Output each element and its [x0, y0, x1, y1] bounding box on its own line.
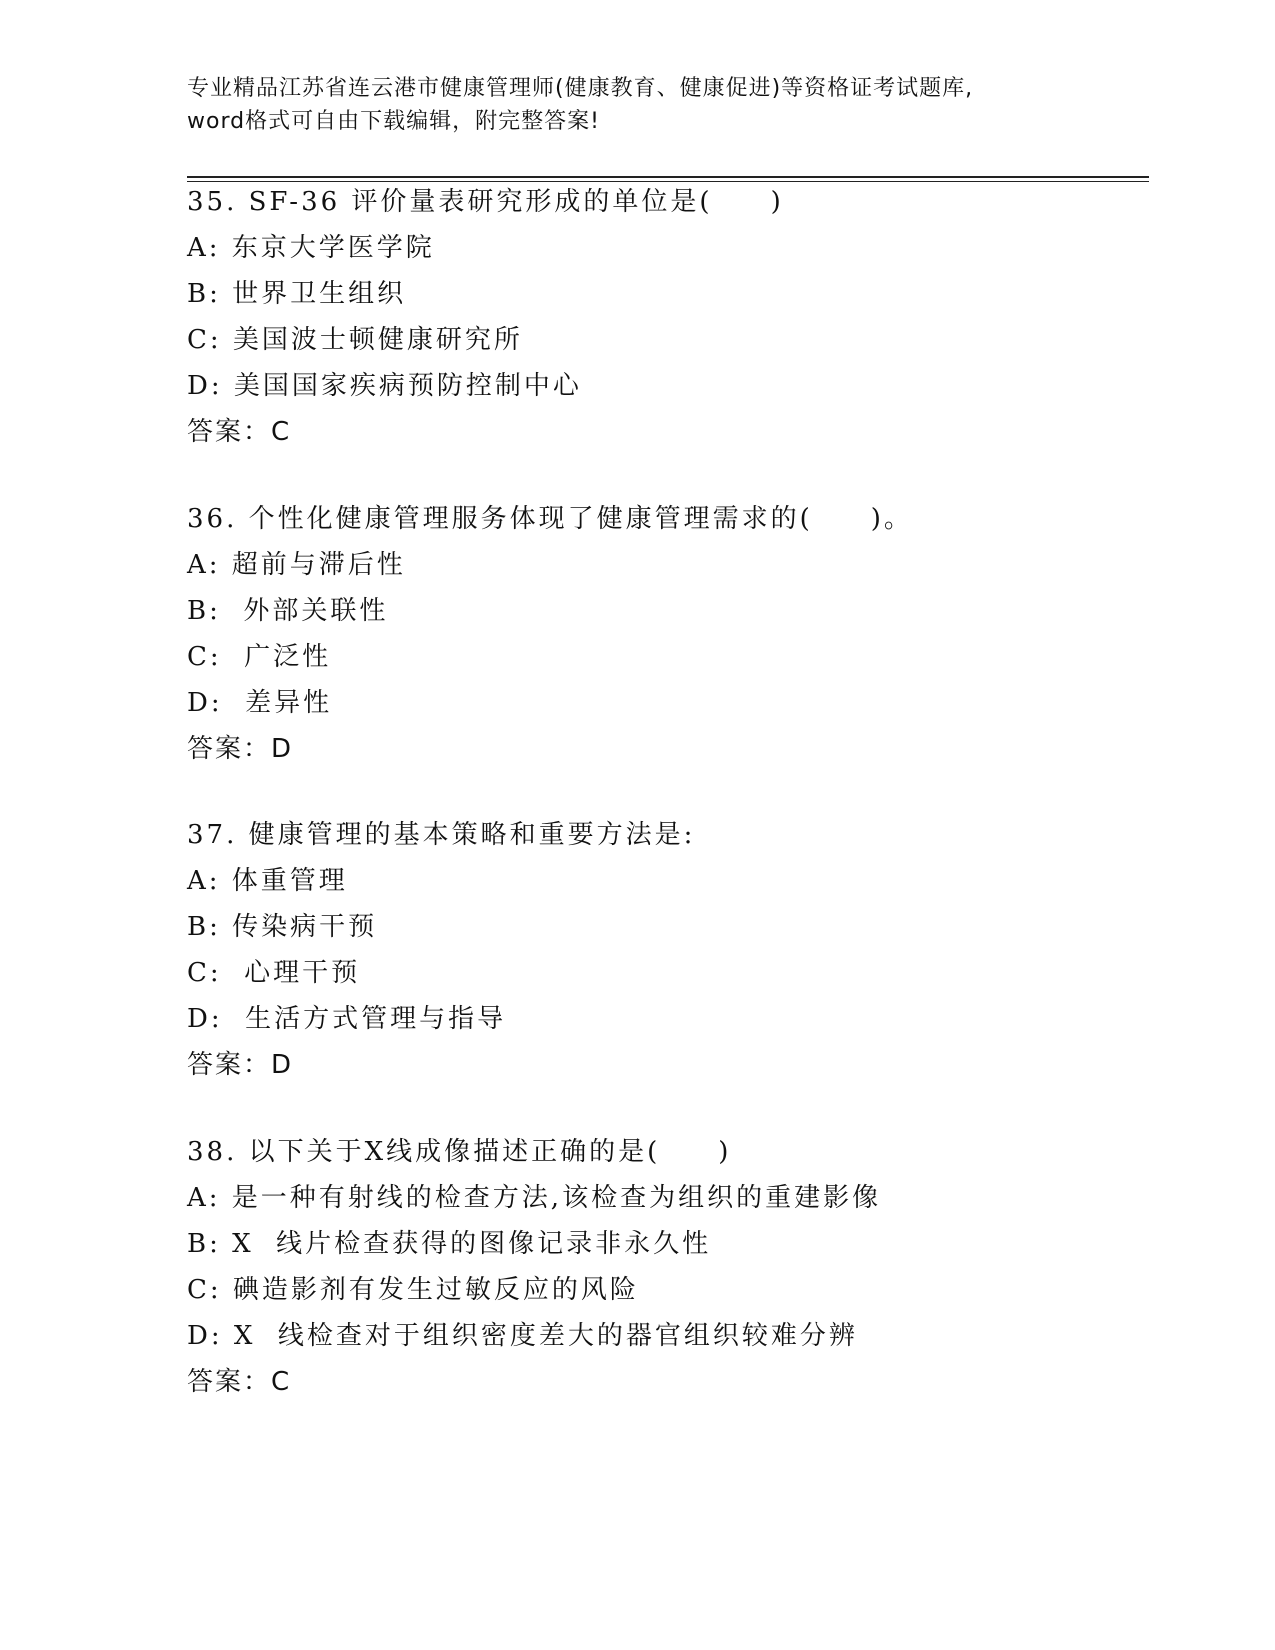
answer: 答案：D: [187, 1050, 294, 1080]
header-line-1: 专业精品江苏省连云港市健康管理师(健康教育、健康促进)等资格证考试题库,: [187, 76, 974, 101]
question-37: [187, 812, 1147, 1088]
option-d: D: 生活方式管理与指导: [187, 1004, 507, 1034]
option-a: A: 超前与滞后性: [187, 550, 406, 580]
option-d: D: 美国国家疾病预防控制中心: [187, 371, 582, 401]
question-title: 36. 个性化健康管理服务体现了健康管理需求的( )。: [187, 504, 913, 534]
answer: 答案：C: [187, 417, 292, 447]
option-a: A: 东京大学医学院: [187, 233, 435, 263]
option-c: C: 心理干预: [187, 958, 361, 988]
question-title: 35. SF-36 评价量表研究形成的单位是( ): [187, 187, 784, 217]
option-a: A: 体重管理: [187, 866, 348, 896]
option-b: B: X 线片检查获得的图像记录非永久性: [187, 1229, 712, 1259]
document-header: [187, 72, 1087, 138]
answer: 答案：D: [187, 734, 294, 764]
option-d: D: X 线检查对于组织密度差大的器官组织较难分辨: [187, 1321, 858, 1351]
question-35: [187, 179, 1147, 455]
option-b: B: 世界卫生组织: [187, 279, 407, 309]
header-divider-thick: [187, 176, 1149, 178]
option-a: A: 是一种有射线的检查方法,该检查为组织的重建影像: [187, 1183, 882, 1213]
option-d: D: 差异性: [187, 688, 333, 718]
answer: 答案：C: [187, 1367, 292, 1397]
option-c: C: 碘造影剂有发生过敏反应的风险: [187, 1275, 639, 1305]
header-line-2: word格式可自由下载编辑，附完整答案!: [187, 109, 600, 134]
option-b: B: 传染病干预: [187, 912, 378, 942]
question-title: 38. 以下关于X线成像描述正确的是( ): [187, 1137, 732, 1167]
question-36: [187, 496, 1147, 772]
question-title: 37. 健康管理的基本策略和重要方法是:: [187, 820, 696, 850]
option-b: B: 外部关联性: [187, 596, 389, 626]
question-38: [187, 1129, 1147, 1405]
option-c: C: 广泛性: [187, 642, 332, 672]
option-c: C: 美国波士顿健康研究所: [187, 325, 523, 355]
